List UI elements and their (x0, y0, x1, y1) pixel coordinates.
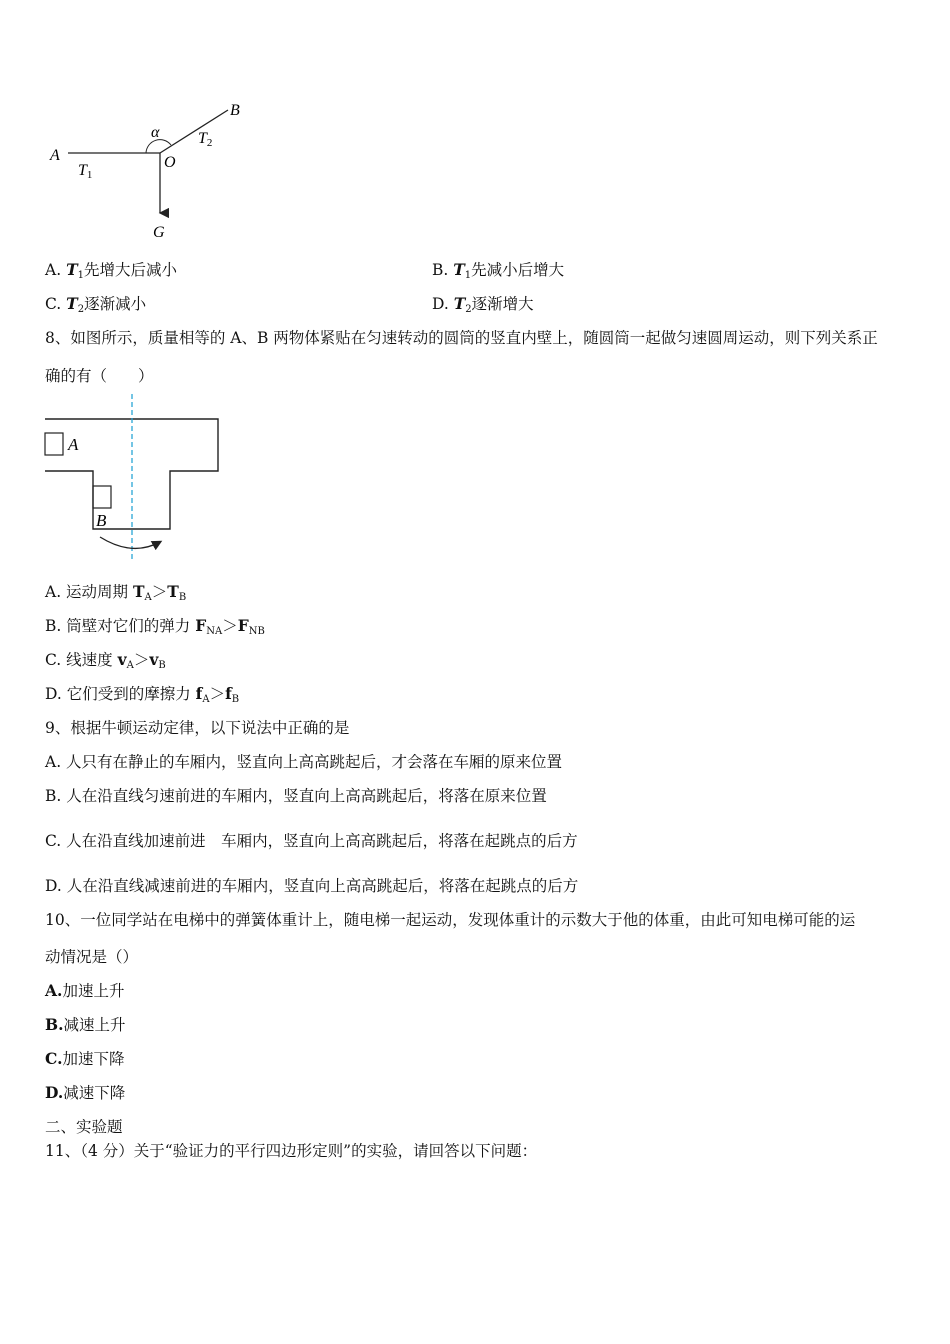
block-b-label: B (96, 511, 107, 530)
point-a-label: A (50, 147, 60, 164)
q10-stem-line1: 10、一位同学站在电梯中的弹簧体重计上，随电梯一起运动，发现体重计的示数大于他的体重，由此可知电梯可能的运 (45, 911, 856, 929)
q7-option-d: D. $T_2$逐渐增大 (432, 294, 534, 315)
section-title: 二、实验题 (45, 1118, 123, 1136)
q10-stem-line2: 动情况是（） (45, 948, 139, 966)
rope-ob (160, 110, 228, 153)
q9-option-b: B. 人在沿直线匀速前进的车厢内，竖直向上高高跳起后，将落在原来位置 (45, 787, 547, 805)
q9-option-d: D. 人在沿直线减速前进的车厢内，竖直向上高高跳起后，将落在起跳点的后方 (45, 877, 579, 895)
gravity-label: G (153, 224, 165, 241)
rotation-arrow (100, 537, 160, 548)
force-diagram (40, 95, 270, 245)
block-a (45, 433, 63, 455)
angle-alpha-label: α (151, 124, 160, 141)
q9-option-a: A. 人只有在静止的车厢内，竖直向上高高跳起后，才会落在车厢的原来位置 (45, 753, 563, 771)
q7-option-c: C. $T_2$逐渐减小 (45, 294, 147, 315)
block-a-label: A (68, 435, 79, 454)
q8-option-b: B. 筒壁对它们的弹力 $F_{NA}>F_{NB}$ (45, 616, 265, 637)
q8-stem-line1: 8、如图所示，质量相等的 A、B 两物体紧贴在匀速转动的圆筒的竖直内壁上，随圆筒一起做匀速圆周运动，则下列关系正 (45, 329, 878, 347)
q10-option-c: C.加速下降 (45, 1049, 125, 1068)
q8-option-d: D. 它们受到的摩擦力 $f_A>f_B$ (45, 684, 240, 705)
point-b-label: B (230, 102, 240, 119)
point-o-label: O (164, 154, 176, 171)
q7-option-a: A. $T_1$先增大后减小 (45, 260, 177, 281)
q11-stem: 11、（4 分）关于“验证力的平行四边形定则”的实验，请回答以下问题： (45, 1142, 538, 1160)
q10-option-d: D.减速下降 (45, 1083, 126, 1102)
tension-t1-label: T1 (78, 162, 93, 181)
block-b (93, 486, 111, 508)
q8-option-a: A. 运动周期 $T_A>T_B$ (45, 582, 187, 603)
q9-stem: 9、根据牛顿运动定律，以下说法中正确的是 (45, 719, 350, 737)
q10-option-a: A.加速上升 (45, 981, 125, 1000)
q8-stem-line2: 确的有（ ） (45, 367, 154, 385)
q10-option-b: B.减速上升 (45, 1015, 126, 1034)
q7-option-b: B. $T_1$先减小后增大 (432, 260, 565, 281)
tension-t2-label: T2 (198, 130, 213, 149)
q8-option-c: C. 线速度 $v_A>v_B$ (45, 650, 166, 671)
angle-arc (146, 140, 171, 153)
cylinder-diagram (40, 392, 230, 562)
q9-option-c: C. 人在沿直线加速前进 车厢内，竖直向上高高跳起后，将落在起跳点的后方 (45, 832, 578, 850)
